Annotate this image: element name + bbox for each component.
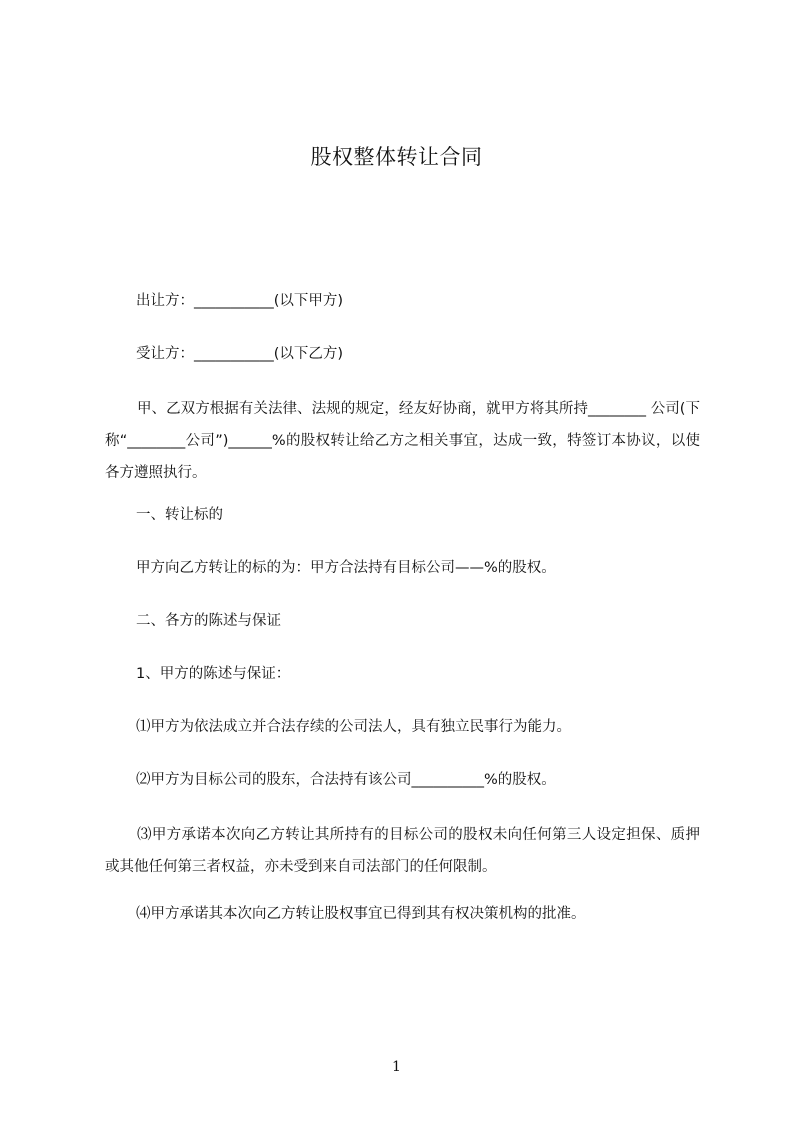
section1-text: 甲方向乙方转让的标的为：甲方合法持有目标公司——%的股权。 [136,560,556,576]
item4: ⑷甲方承诺其本次向乙方转让股权事宜已得到其有权决策机构的批准。 [136,906,586,922]
page-number: 1 [392,1059,401,1075]
item2: ⑵甲方为目标公司的股东，合法持有该公司__________%的股权。 [136,772,556,788]
section2-heading: 二、各方的陈述与保证 [136,613,281,629]
intro-paragraph: 甲、乙双方根据有关法律、法规的规定，经友好协商，就甲方将其所持________ 公司(下称“________公司”)______%的股权转让给乙方之相关事宜，达成一致，特签订本协议，以使各方遵照执行。 [105,401,700,481]
transferee-line: 受让方：___________(以下乙方) [136,346,344,362]
item1: ⑴甲方为依法成立并合法存续的公司法人，具有独立民事行为能力。 [136,719,571,735]
transferor-line: 出让方：___________(以下甲方) [136,293,344,309]
item3: ⑶甲方承诺本次向乙方转让其所持有的目标公司的股权未向任何第三人设定担保、质押或其他任何第三者权益，亦未受到来自司法部门的任何限制。 [105,827,700,875]
section1-heading: 一、转让标的 [136,507,223,523]
subsection1-heading: 1、甲方的陈述与保证： [136,666,291,682]
contract-title: 股权整体转让合同 [310,145,483,169]
